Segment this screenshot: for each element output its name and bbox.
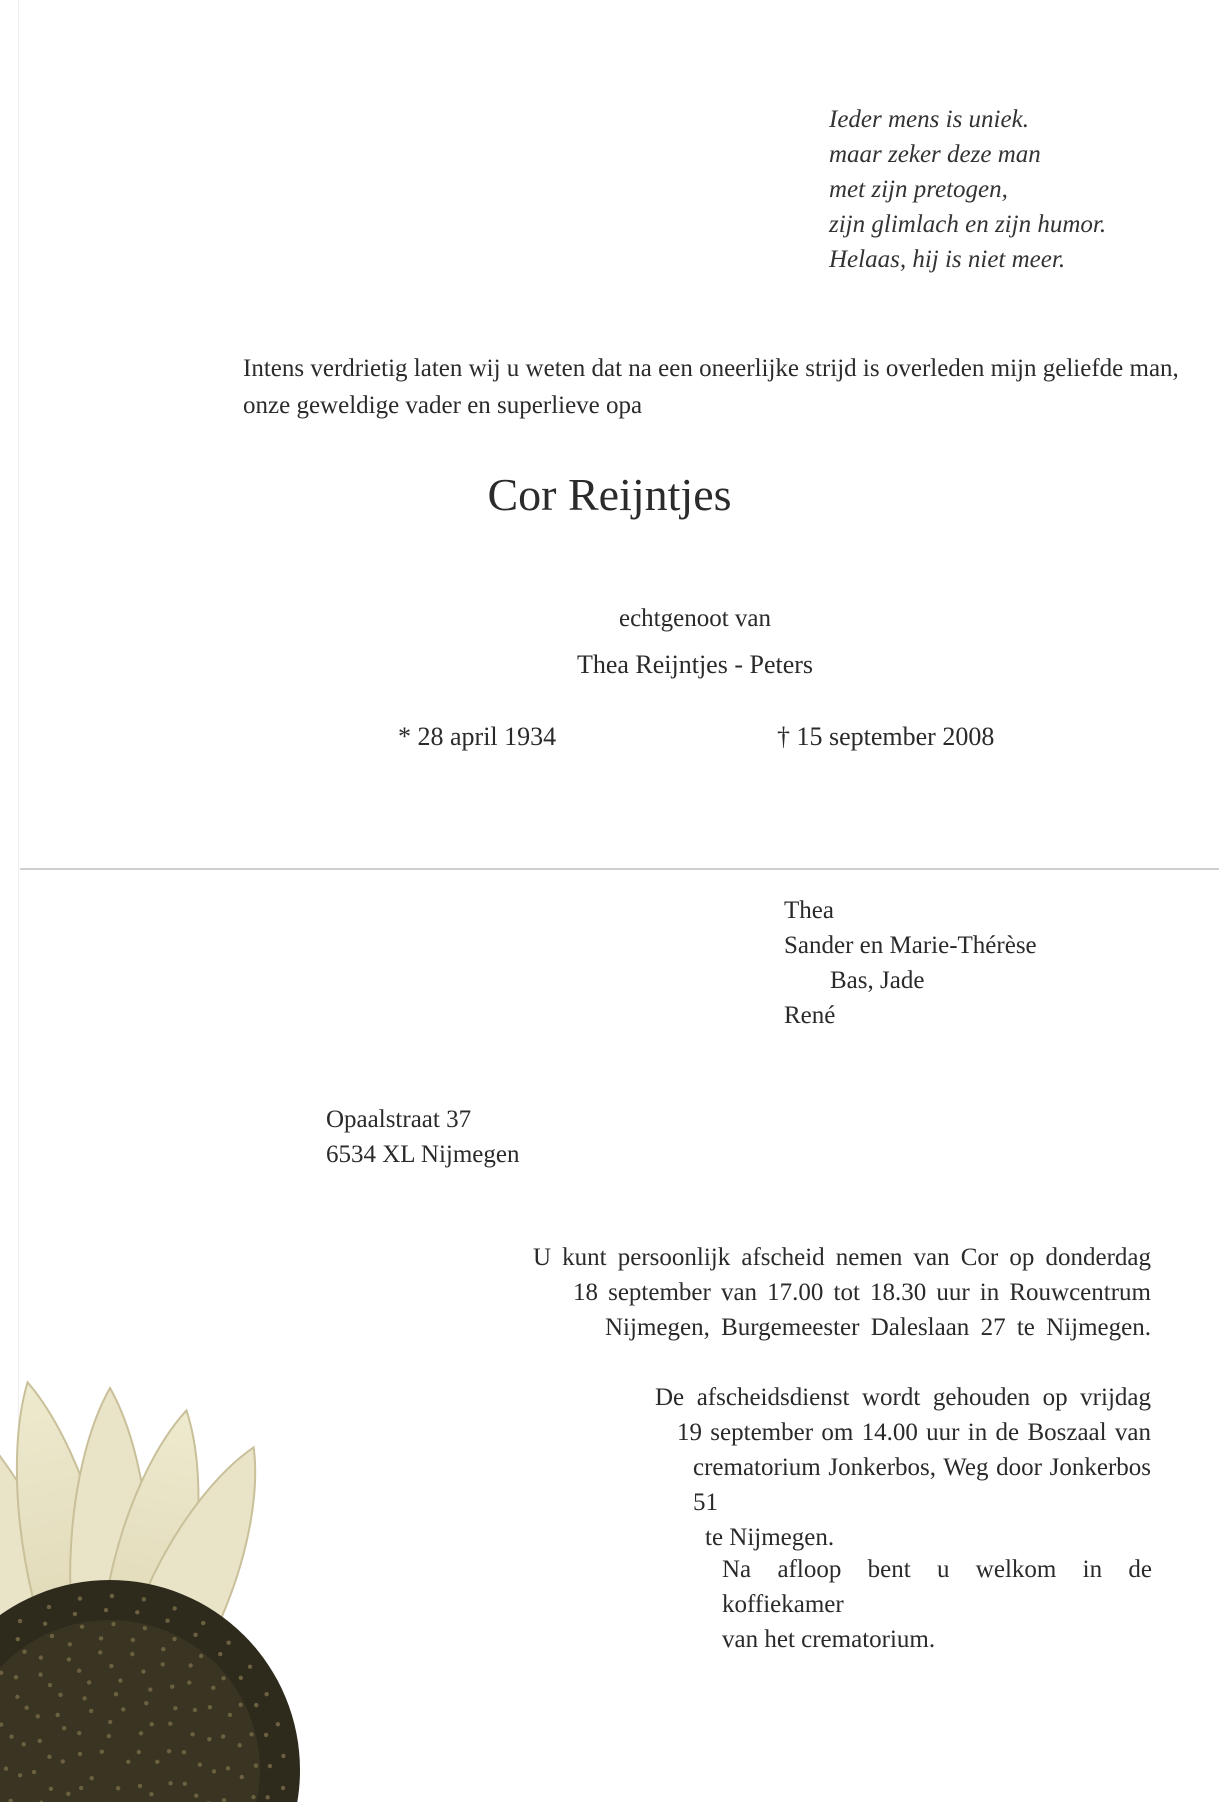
sunflower-seed bbox=[50, 1634, 54, 1638]
sunflower-seed bbox=[47, 1755, 51, 1759]
sunflower-seed bbox=[22, 1742, 26, 1746]
sunflower-seed bbox=[24, 1706, 28, 1710]
sunflower-seed bbox=[39, 1655, 43, 1659]
sunflower-seed bbox=[249, 1732, 253, 1736]
sunflower-seed bbox=[98, 1650, 102, 1654]
sunflower-seed bbox=[183, 1782, 187, 1786]
service-paragraph bbox=[655, 1380, 1151, 1555]
sunflower-seed bbox=[67, 1657, 71, 1661]
sunflower-seed bbox=[78, 1596, 82, 1600]
family-member: Thea bbox=[784, 897, 834, 924]
sunflower-seed bbox=[170, 1684, 174, 1688]
sunflower-seed bbox=[73, 1612, 77, 1616]
sunflower-seed bbox=[173, 1706, 177, 1710]
sunflower-seed bbox=[107, 1734, 111, 1738]
paragraph-line: U kunt persoonlijk afscheid nemen van Cor op donderdag bbox=[533, 1244, 1151, 1271]
sunflower-seed bbox=[240, 1775, 244, 1779]
paragraph-line: Na afloop bent u welkom in de koffiekamer bbox=[722, 1556, 1152, 1618]
sunflower-seed bbox=[130, 1652, 134, 1656]
sunflower-seed bbox=[211, 1686, 215, 1690]
sunflower-seed bbox=[226, 1766, 230, 1770]
sunflower-seed bbox=[148, 1687, 152, 1691]
sunflower-seed bbox=[66, 1792, 70, 1796]
sunflower-seed bbox=[142, 1597, 146, 1601]
sunflower-seed bbox=[38, 1672, 42, 1676]
sunflower-seed bbox=[194, 1794, 198, 1798]
sunflower-seed bbox=[108, 1720, 112, 1724]
sunflower-seed bbox=[168, 1781, 172, 1785]
family-list bbox=[784, 893, 1037, 1033]
sunflower-seed bbox=[190, 1732, 194, 1736]
sunflower-seed bbox=[9, 1734, 13, 1738]
sunflower-seed bbox=[254, 1703, 258, 1707]
sunflower-seed bbox=[109, 1664, 113, 1668]
sunflower-seed bbox=[15, 1695, 19, 1699]
address-block bbox=[326, 1102, 519, 1172]
sunflower-seed bbox=[62, 1726, 66, 1730]
sunflower-seed bbox=[187, 1680, 191, 1684]
sunflower-seed bbox=[104, 1608, 108, 1612]
sunflower-seed bbox=[77, 1731, 81, 1735]
sunflower-seed bbox=[22, 1649, 26, 1653]
sunflower-seed bbox=[264, 1692, 268, 1696]
birth-date: * 28 april 1934 bbox=[398, 722, 557, 751]
poem bbox=[829, 102, 1106, 277]
sunflower-seed bbox=[199, 1654, 203, 1658]
sunflower-seed bbox=[150, 1722, 154, 1726]
sunflower-seed bbox=[116, 1786, 120, 1790]
sunflower-seed bbox=[254, 1763, 258, 1767]
sunflower-seed bbox=[48, 1683, 52, 1687]
sunflower-seed bbox=[172, 1606, 176, 1610]
sunflower-seed bbox=[137, 1750, 141, 1754]
sunflower-seed bbox=[281, 1754, 285, 1758]
spouse-name: Thea Reijntjes - Peters bbox=[576, 650, 814, 679]
sunflower-seed bbox=[43, 1622, 47, 1626]
sunflower-seed bbox=[4, 1766, 8, 1770]
sunflower-seed bbox=[208, 1705, 212, 1709]
sunflower-seed bbox=[61, 1759, 65, 1763]
sunflower-seed bbox=[14, 1675, 18, 1679]
sunflower-seed bbox=[78, 1752, 82, 1756]
sunflower-seed bbox=[226, 1641, 230, 1645]
intro-line: Intens verdrietig laten wij u weten dat na een oneerlijke strijd is overleden mijn geliefde man, bbox=[243, 355, 1179, 382]
paragraph-line: van het crematorium. bbox=[722, 1626, 936, 1653]
poem-line: Ieder mens is uniek. bbox=[829, 106, 1029, 133]
sunflower-seed bbox=[135, 1610, 139, 1614]
deceased-name: Cor Reijntjes bbox=[487, 469, 732, 520]
address-city: 6534 XL Nijmegen bbox=[326, 1141, 520, 1168]
sunflower-seed bbox=[49, 1787, 53, 1791]
sunflower-seed bbox=[221, 1734, 225, 1738]
sunflower-seed bbox=[87, 1680, 91, 1684]
sunflower-seed bbox=[239, 1676, 243, 1680]
sunflower-seed bbox=[248, 1665, 252, 1669]
sunflower-seed bbox=[276, 1722, 280, 1726]
sunflower-seed bbox=[193, 1708, 197, 1712]
sunflower-seed bbox=[77, 1668, 81, 1672]
sunflower-seed bbox=[218, 1652, 222, 1656]
sunflower-seed bbox=[221, 1676, 225, 1680]
sunflower-seed bbox=[198, 1762, 202, 1766]
sunflower-seed bbox=[172, 1637, 176, 1641]
spouse-label: echtgenoot van bbox=[618, 605, 772, 632]
paragraph-line: te Nijmegen. bbox=[705, 1524, 835, 1551]
sunflower-seed bbox=[168, 1722, 172, 1726]
sunflower-seed bbox=[139, 1731, 143, 1735]
sunflower-seed bbox=[161, 1647, 165, 1651]
sunflower-seed bbox=[212, 1769, 216, 1773]
address-street: Opaalstraat 37 bbox=[326, 1106, 472, 1133]
sunflower-seed bbox=[89, 1709, 93, 1713]
sunflower-seed bbox=[80, 1624, 84, 1628]
paragraph-line: De afscheidsdienst wordt gehouden op vrijdag bbox=[655, 1384, 1151, 1411]
sunflower-seed bbox=[149, 1792, 153, 1796]
sunflower-seed bbox=[18, 1773, 22, 1777]
poem-line: maar zeker deze man bbox=[829, 141, 1041, 168]
sunflower-seed bbox=[167, 1749, 171, 1753]
sunflower-seed bbox=[161, 1662, 165, 1666]
after-paragraph bbox=[722, 1552, 1152, 1657]
paragraph-line: 18 september van 17.00 tot 18.30 uur in Rouwcentrum bbox=[573, 1279, 1151, 1306]
sunflower-seed bbox=[228, 1713, 232, 1717]
poem-line: Helaas, hij is niet meer. bbox=[829, 246, 1066, 273]
sunflower-seed bbox=[110, 1594, 114, 1598]
sunflower-seed bbox=[144, 1701, 148, 1705]
sunflower-seed bbox=[201, 1621, 205, 1625]
sunflower-seed bbox=[82, 1696, 86, 1700]
sunflower-seed bbox=[118, 1678, 122, 1682]
sunflower-seed bbox=[138, 1784, 142, 1788]
family-member: Bas, Jade bbox=[830, 967, 925, 994]
sunflower-seed bbox=[32, 1770, 36, 1774]
sunflower-seed bbox=[155, 1760, 159, 1764]
sunflower-seed bbox=[265, 1795, 269, 1799]
sunflower-seed bbox=[165, 1619, 169, 1623]
fold-line bbox=[20, 868, 1219, 870]
death-date: † 15 september 2008 bbox=[777, 722, 995, 751]
poem-line: zijn glimlach en zijn humor. bbox=[829, 211, 1107, 238]
sunflower-seed bbox=[68, 1642, 72, 1646]
intro-line: onze geweldige vader en superlieve opa bbox=[243, 392, 643, 419]
paragraph-line: 19 september om 14.00 uur in de Boszaal van bbox=[677, 1419, 1151, 1446]
sunflower-seed bbox=[131, 1638, 135, 1642]
sunflower-seed bbox=[207, 1737, 211, 1741]
sunflower-seed bbox=[90, 1776, 94, 1780]
sunflower-seed bbox=[141, 1669, 145, 1673]
sunflower-seed bbox=[114, 1692, 118, 1696]
paragraph-line: Nijmegen, Burgemeester Daleslaan 27 te Nijmegen. bbox=[605, 1314, 1151, 1341]
paragraph-line: crematorium Jonkerbos, Weg door Jonkerbos 51 bbox=[693, 1454, 1151, 1516]
sunflower-seed bbox=[268, 1764, 272, 1768]
sunflower-seed bbox=[58, 1693, 62, 1697]
sunflower-seed bbox=[193, 1633, 197, 1637]
sunflower-seed bbox=[251, 1795, 255, 1799]
sunflower-seed bbox=[237, 1743, 241, 1747]
sunflower-seed bbox=[121, 1707, 125, 1711]
sunflower-seed bbox=[264, 1733, 268, 1737]
family-member: Sander en Marie-Thérèse bbox=[784, 932, 1037, 959]
sunflower-seed bbox=[182, 1750, 186, 1754]
sunflower-seed bbox=[79, 1786, 83, 1790]
sunflower-seed bbox=[238, 1703, 242, 1707]
sunflower-seed bbox=[18, 1619, 22, 1623]
sunflower-seed bbox=[188, 1663, 192, 1667]
sunflower-seed bbox=[16, 1637, 20, 1641]
sunflower-seed bbox=[100, 1750, 104, 1754]
announcement-intro bbox=[243, 350, 1179, 424]
viewing-paragraph bbox=[533, 1240, 1151, 1345]
sunflower-seed bbox=[47, 1605, 51, 1609]
sunflower-seed bbox=[38, 1739, 42, 1743]
poem-line: met zijn pretogen, bbox=[829, 176, 1008, 203]
sunflower-seed bbox=[281, 1786, 285, 1790]
sunflower-seed bbox=[36, 1714, 40, 1718]
family-member: René bbox=[784, 1002, 836, 1029]
sunflower-seed bbox=[55, 1713, 59, 1717]
sunflower-seed bbox=[111, 1622, 115, 1626]
sunflower-seed bbox=[143, 1626, 147, 1630]
sunflower-seed bbox=[99, 1636, 103, 1640]
sunflower-seed bbox=[126, 1760, 130, 1764]
